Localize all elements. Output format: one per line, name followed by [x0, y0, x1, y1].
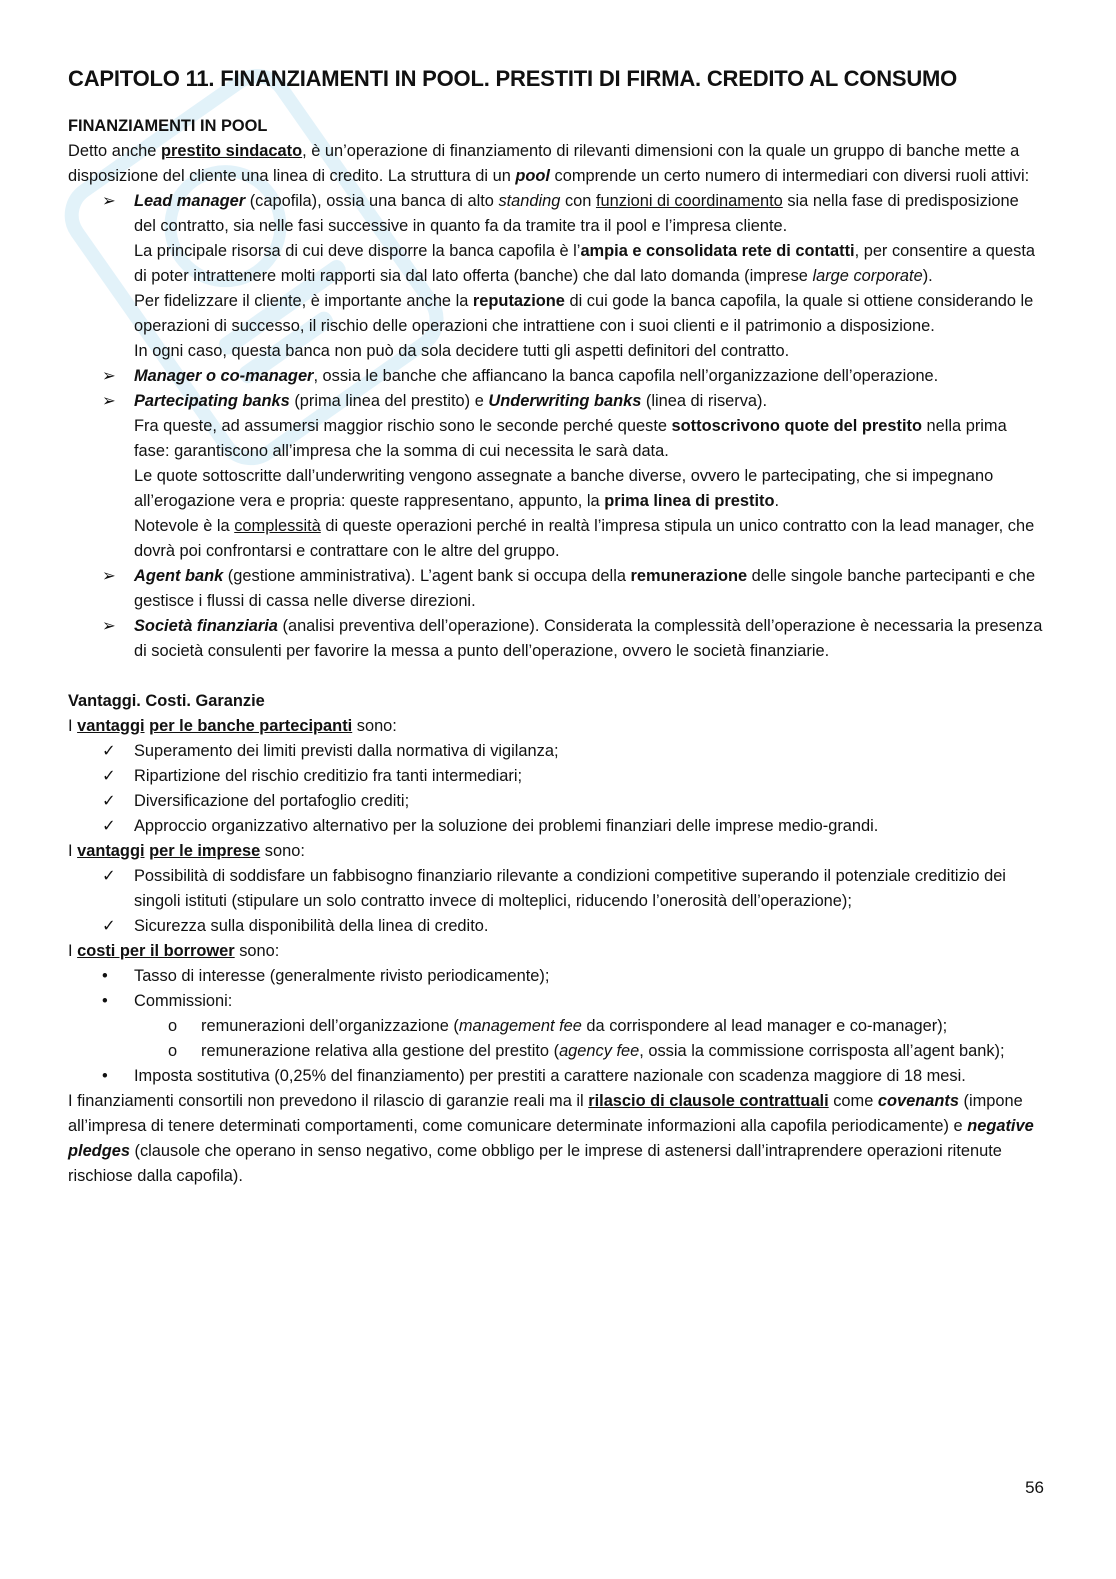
arrow-bullet-icon: ➢ [102, 192, 116, 210]
banks-advantages-intro [68, 714, 1044, 739]
text-run: Underwriting banks [488, 392, 642, 410]
text-run: da corrispondere al lead manager e co-manager); [581, 1017, 948, 1035]
text-run: di queste operazioni perché in realtà l’impresa stipula un unico contratto con la lead manager, che dovrà poi confrontarsi e contrattare con le altre del gruppo. [134, 517, 1035, 560]
circle-bullet-icon: o [168, 1042, 178, 1060]
text-run: ampia e consolidata rete di contatti [580, 242, 855, 260]
role-partecipating-underwriting [68, 389, 1044, 564]
text-run: di cui gode la banca capofila, la quale si ottiene considerando le operazioni di successo, il rischio delle operazioni che intrattiene con i suoi clienti e il patrimonio a disposizione. [134, 292, 1034, 335]
text-run: , ossia le banche che affiancano la banca capofila nell’organizzazione dell’operazione. [313, 367, 939, 385]
text-run: rilascio di clausole contrattuali [588, 1092, 829, 1110]
text-run: delle singole banche partecipanti e che gestisce i flussi di cassa nelle diverse direzioni. [134, 567, 1036, 610]
check-icon: ✓ [102, 917, 116, 935]
list-item [68, 1039, 1044, 1064]
text-run: remunerazioni dell’organizzazione ( [201, 1017, 459, 1035]
text-run: La principale risorsa di cui deve disporre la banca capofila è l’ [134, 242, 581, 260]
text-run: Società finanziaria [134, 617, 278, 635]
text-run: Lead manager [134, 192, 246, 210]
pool-roles-list [68, 189, 1044, 664]
document-page [68, 64, 1044, 1189]
list-item: ✓ Approccio organizzativo alternativo per la soluzione dei problemi finanziari delle imprese medio-grandi. [68, 814, 1044, 839]
list-item: ✓ Ripartizione del rischio creditizio fra tanti intermediari; [68, 764, 1044, 789]
text-run: sia nella fase di predisposizione del contratto, sia nelle fasi successive in quanto fa da tramite tra il pool e l’impresa cliente. [134, 192, 1019, 235]
borrower-costs-intro [68, 939, 1044, 964]
list-item: • Imposta sostitutiva (0,25% del finanziamento) per prestiti a carattere nazionale con scadenza maggiore di 18 mesi. [68, 1064, 1044, 1089]
banks-advantages-list [68, 739, 1044, 839]
check-icon: ✓ [102, 767, 116, 785]
chapter-title: CAPITOLO 11. FINANZIAMENTI IN POOL. PRESTITI DI FIRMA. CREDITO AL CONSUMO [68, 66, 958, 91]
text-run: covenants [877, 1092, 959, 1110]
circle-bullet-icon: o [168, 1017, 178, 1035]
list-item: • Tasso di interesse (generalmente rivisto periodicamente); [68, 964, 1044, 989]
text-run: per le imprese [149, 842, 261, 860]
text-run: . [774, 492, 780, 510]
text-run: come [828, 1092, 878, 1110]
text-run: Partecipating banks [134, 392, 290, 410]
arrow-bullet-icon: ➢ [102, 567, 116, 585]
text-run: I finanziamenti consortili non prevedono il rilascio di garanzie reali ma il [68, 1092, 589, 1110]
text-run: In ogni caso, questa banca non può da sola decidere tutti gli aspetti definitori del contratto. [134, 342, 790, 360]
check-icon: ✓ [102, 817, 116, 835]
check-icon: ✓ [102, 867, 116, 885]
list-item [68, 1014, 1044, 1039]
text-run: negative pledges [68, 1117, 1034, 1160]
text-run: , è un’operazione di finanziamento di rilevanti dimensioni con la quale un gruppo di banche mette a disposizione del cliente una linea di credito. La struttura di un [68, 142, 1020, 185]
text-run: sottoscrivono quote del prestito [671, 417, 922, 435]
commissions-sublist [68, 1014, 1044, 1064]
text-run: ). [922, 267, 933, 285]
text-run: nella prima fase: garantiscono all’impresa che la somma di cui necessita le sarà data. [134, 417, 1007, 460]
text-run: remunerazione [630, 567, 748, 585]
text-run: reputazione [472, 292, 565, 310]
text-run: vantaggi [77, 717, 145, 735]
firms-advantages-intro [68, 839, 1044, 864]
text-run: management fee [458, 1017, 582, 1035]
list-item: ✓ Superamento dei limiti previsti dalla normativa di vigilanza; [68, 739, 1044, 764]
text-run: con [560, 192, 596, 210]
text-run: vantaggi [77, 842, 145, 860]
text-run: I [68, 717, 78, 735]
text-run: prima linea di prestito [604, 492, 775, 510]
page-number: 56 [1025, 1478, 1044, 1497]
list-item: • Commissioni: [68, 989, 1044, 1014]
text-run: large corporate [812, 267, 923, 285]
text-run: pool [515, 167, 550, 185]
text-run: Agent bank [134, 567, 224, 585]
role-societa-finanziaria [68, 614, 1044, 664]
arrow-bullet-icon: ➢ [102, 392, 116, 410]
bullet-icon: • [102, 1067, 108, 1085]
section-heading-pool: FINANZIAMENTI IN POOL [68, 117, 268, 135]
text-run: , per consentire a questa di poter intrattenere molti rapporti sia dal lato offerta (banche) che dal lato domanda (imprese [134, 242, 1036, 285]
text-run: comprende un certo numero di intermediari con diversi ruoli attivi: [549, 167, 1030, 185]
text-run: , ossia la commissione corrisposta all’agent bank); [639, 1042, 1005, 1060]
text-run: I [68, 842, 78, 860]
check-icon: ✓ [102, 742, 116, 760]
text-run: (prima linea del prestito) e [289, 392, 489, 410]
text-run: (linea di riserva). [641, 392, 768, 410]
role-lead-manager [68, 189, 1044, 364]
text-run: (impone all’impresa di tenere determinati comportamenti, come comunicare determinate informazioni alla capofila periodicamente) e [68, 1092, 1023, 1135]
text-run: Detto anche [68, 142, 161, 160]
firms-advantages-list [68, 864, 1044, 939]
text-run: (gestione amministrativa). L’agent bank si occupa della [223, 567, 631, 585]
text-run: Fra queste, ad assumersi maggior rischio sono le seconde perché queste [134, 417, 672, 435]
text-run: Le quote sottoscritte dall’underwriting vengono assegnate a banche diverse, ovvero le partecipating, che si impegnano all’erogazione vera e propria: queste rappresentano, appunto, la [134, 467, 994, 510]
bullet-icon: • [102, 992, 108, 1010]
text-run: (analisi preventiva dell’operazione). Considerata la complessità dell’operazione è necessaria la presenza di società consulenti per favorire la messa a punto dell’operazione, ovvero le società finanziarie. [134, 617, 1043, 660]
text-run: Manager o co-manager [134, 367, 314, 385]
role-co-manager [68, 364, 1044, 389]
text-run: (clausole che operano in senso negativo, come obbligo per le imprese di astenersi dall’intraprendere operazioni ritenute rischiose dalla capofila). [68, 1142, 1002, 1185]
list-item: ✓ Sicurezza sulla disponibilità della linea di credito. [68, 914, 1044, 939]
borrower-costs-list-cont [68, 1064, 1044, 1089]
arrow-bullet-icon: ➢ [102, 367, 116, 385]
text-run: costi per il borrower [77, 942, 235, 960]
guarantees-paragraph [68, 1089, 1044, 1189]
check-icon: ✓ [102, 792, 116, 810]
text-run: agency fee [559, 1042, 640, 1060]
text-run: (capofila), ossia una banca di alto [245, 192, 499, 210]
arrow-bullet-icon: ➢ [102, 617, 116, 635]
text-run: funzioni di coordinamento [595, 192, 783, 210]
bullet-icon: • [102, 967, 108, 985]
section-heading-vantaggi: Vantaggi. Costi. Garanzie [68, 692, 265, 710]
text-run: sono: [260, 842, 305, 860]
borrower-costs-list [68, 964, 1044, 1014]
text-run: Per fidelizzare il cliente, è importante anche la [134, 292, 473, 310]
pool-intro [68, 139, 1044, 189]
text-run: per le banche partecipanti [149, 717, 353, 735]
text-run: I [68, 942, 78, 960]
list-item: ✓ Diversificazione del portafoglio crediti; [68, 789, 1044, 814]
text-run: remunerazione relativa alla gestione del prestito ( [201, 1042, 560, 1060]
text-run: prestito sindacato [160, 142, 303, 160]
text-run: complessità [234, 517, 321, 535]
role-agent-bank [68, 564, 1044, 614]
text-run: Notevole è la [134, 517, 235, 535]
list-item: ✓ Possibilità di soddisfare un fabbisogno finanziario rilevante a condizioni competitive superando il potenziale creditizio dei singoli istituti (stipulare un solo contratto invece di molteplici, riducendo l’onerosità dell’operazione); [68, 864, 1044, 914]
text-run: standing [498, 192, 561, 210]
text-run: sono: [352, 717, 397, 735]
text-run: sono: [234, 942, 280, 960]
